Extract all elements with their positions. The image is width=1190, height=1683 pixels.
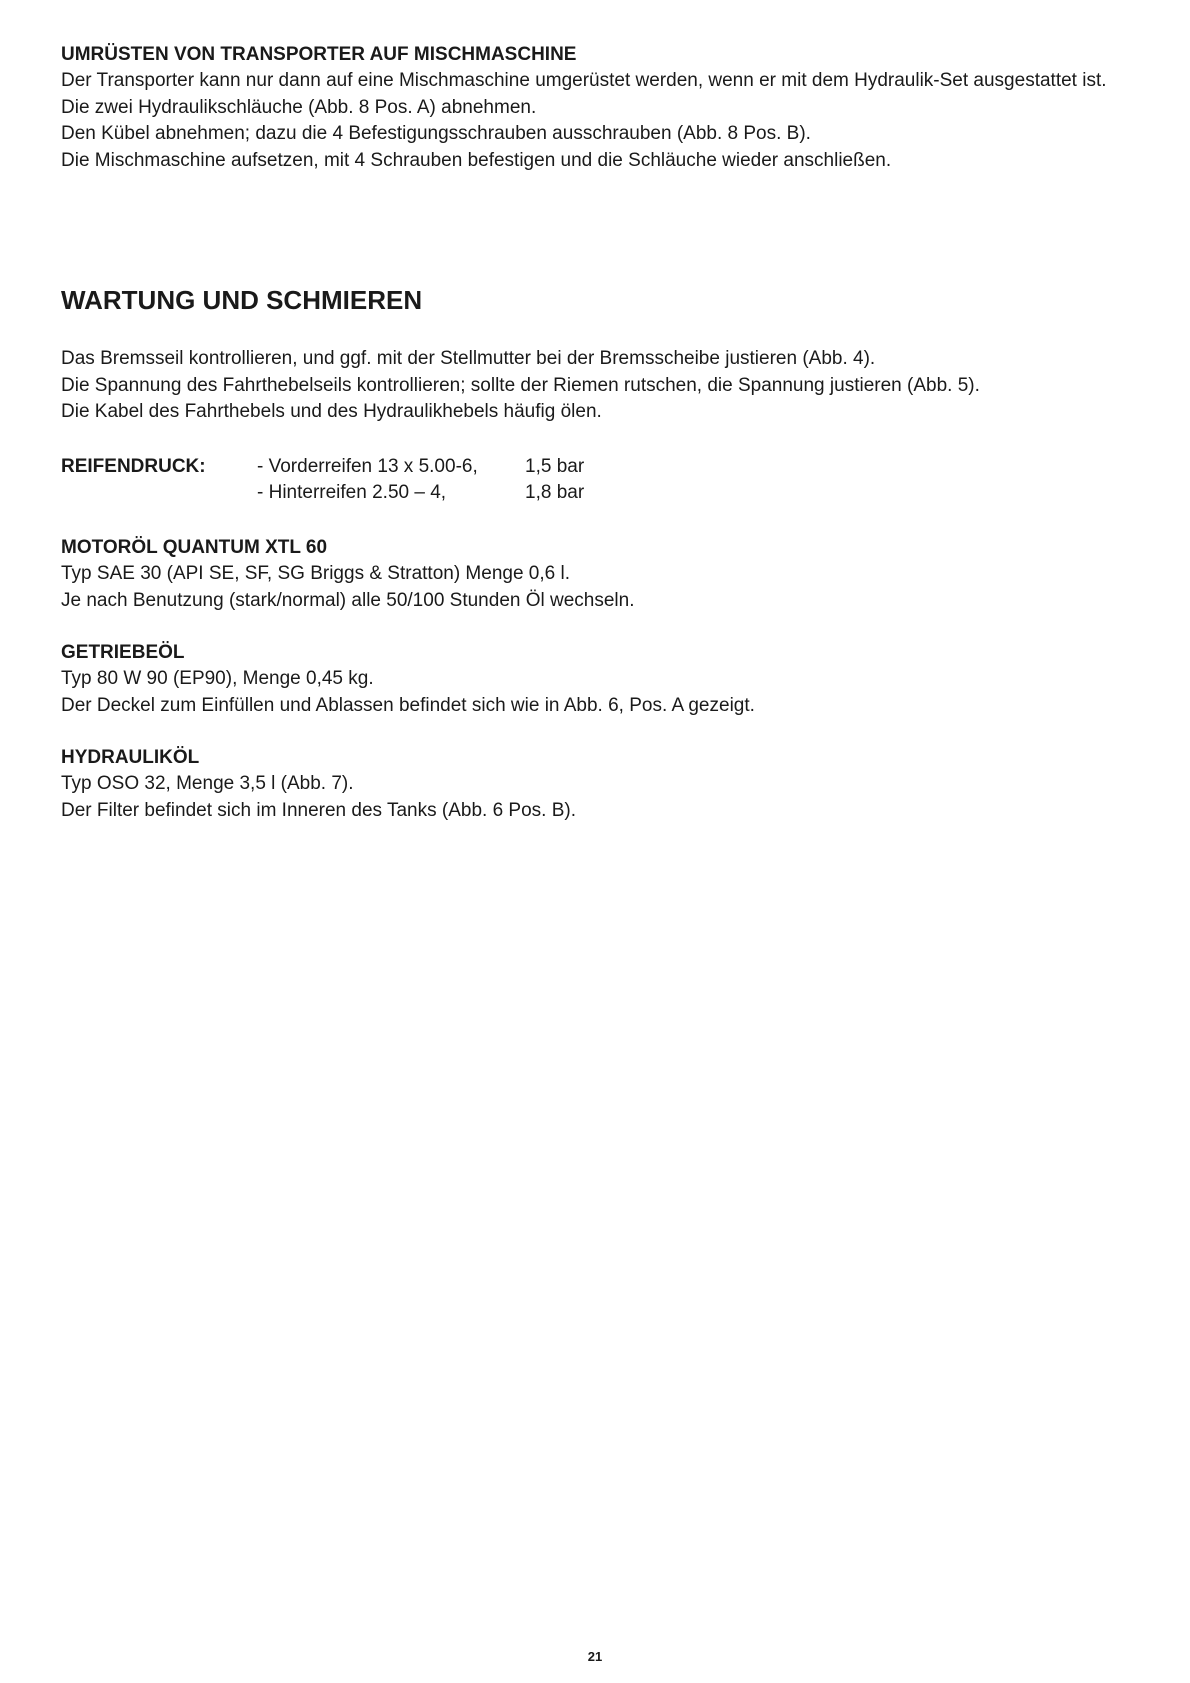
gear-oil-section [61,640,1151,719]
conversion-paragraph-1: Der Transporter kann nur dann auf eine Mischmaschine umgerüstet werden, wenn er mit dem Hydraulik-Set ausgestattet ist. [61,70,1107,91]
rear-tire-spec: - Hinterreifen 2.50 – 4, [257,482,447,503]
maintenance-heading: WARTUNG UND SCHMIEREN [61,285,423,315]
maintenance-paragraph-2: Die Spannung des Fahrthebelseils kontrollieren; sollte der Riemen rutschen, die Spannung justieren (Abb. 5). [61,374,980,396]
maintenance-section [61,346,1151,426]
engine-oil-paragraph-2: Je nach Benutzung (stark/normal) alle 50/100 Stunden Öl wechseln. [61,589,635,611]
maintenance-paragraph-3: Die Kabel des Fahrthebels und des Hydraulikhebels häufig ölen. [61,401,602,422]
front-tire-spec: - Vorderreifen 13 x 5.00-6, [257,456,478,477]
conversion-paragraph-3: Den Kübel abnehmen; dazu die 4 Befestigungsschrauben ausschrauben (Abb. 8 Pos. B). [61,123,811,144]
engine-oil-section [61,535,1151,614]
conversion-section [61,42,1151,174]
conversion-paragraph-4: Die Mischmaschine aufsetzen, mit 4 Schrauben befestigen und die Schläuche wieder anschließen. [61,149,892,171]
maintenance-heading-block [61,284,1151,316]
maintenance-paragraph-1: Das Bremsseil kontrollieren, und ggf. mit der Stellmutter bei der Bremsscheibe justieren (Abb. 4). [61,348,876,369]
engine-oil-paragraph-1: Typ SAE 30 (API SE, SF, SG Briggs & Stratton) Menge 0,6 l. [61,563,571,584]
hydraulic-oil-section [61,745,1151,824]
page-number: 21 [587,1649,603,1664]
hydraulic-oil-paragraph-2: Der Filter befindet sich im Inneren des Tanks (Abb. 6 Pos. B). [61,799,576,821]
hydraulic-oil-paragraph-1: Typ OSO 32, Menge 3,5 l (Abb. 7). [61,773,354,794]
engine-oil-heading: MOTORÖL QUANTUM XTL 60 [61,537,328,558]
rear-tire-pressure: 1,8 bar [525,482,585,503]
tire-pressure-label: REIFENDRUCK: [61,456,206,477]
gear-oil-heading: GETRIEBEÖL [61,642,185,663]
gear-oil-paragraph-2: Der Deckel zum Einfüllen und Ablassen befindet sich wie in Abb. 6, Pos. A gezeigt. [61,694,755,716]
hydraulic-oil-heading: HYDRAULIKÖL [61,747,200,768]
gear-oil-paragraph-1: Typ 80 W 90 (EP90), Menge 0,45 kg. [61,668,374,689]
conversion-heading: UMRÜSTEN VON TRANSPORTER AUF MISCHMASCHINE [61,44,577,65]
conversion-paragraph-2: Die zwei Hydraulikschläuche (Abb. 8 Pos. A) abnehmen. [61,96,537,118]
front-tire-pressure: 1,5 bar [525,456,585,477]
